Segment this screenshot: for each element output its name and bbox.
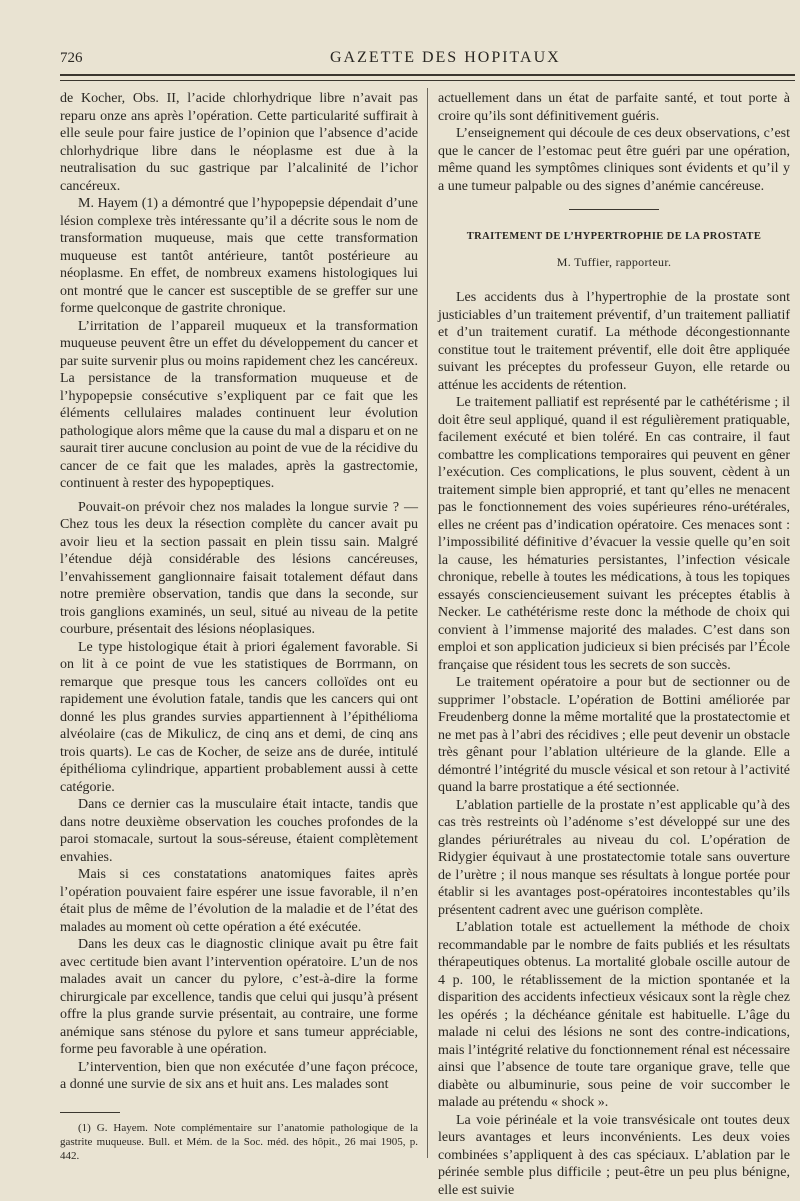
paragraph: L’ablation totale est actuellement la méthode de choix recommandable par le nombre de faits publiés et les résultats thérapeutiques obtenus. La mortalité globale oscille autour de 4 p. 100, le rétablissement de la miction spontanée et la disparition des accidents infectieux vésicaux sont la règle chez les opérés ; la déchéance génitale est habituelle. L’âge du malade ni celui des lésions ne sont des contre-indications, mais l’intégrité relative du fonctionnement rénal est nécessaire ainsi que l’absence de toute tare organique grave, telle que diabète ou albuminurie, sous peine de voir succomber le malade au prétendu « shock ».: [438, 920, 790, 1110]
paragraph: Mais si ces constatations anatomiques faites après l’opération pouvaient faire espérer une issue favorable, il n’en était plus de même de l’évolution de la maladie et de l’état des malades au moment où cette opération a été exécutée.: [60, 867, 418, 935]
paragraph: actuellement dans un état de parfaite santé, et tout porte à croire qu’ils sont définitivement guéris.: [438, 91, 790, 124]
header-rule-thick: [60, 74, 795, 76]
header-rule-thin: [60, 80, 795, 81]
paragraph: M. Hayem (1) a démontré que l’hypopepsie dépendait d’une lésion complexe très intéressante qu’il a décrite sous le nom de transformation muqueuse, mais que cette transformation muqueuse est tantôt antérieure, tantôt postérieure au néoplasme. En effet, de nombreux examens histologiques lui ont montré que le cancer est susceptible de se greffer sur une forme quelconque de gastrite chronique.: [60, 196, 418, 316]
left-column: [60, 90, 418, 1163]
paragraph: L’ablation partielle de la prostate n’est applicable qu’à des cas très restreints où l’adénome s’est développé sur une des glandes périurétrales au niveau du col. L’opération de Ridygier équivaut à une prostatectomie totale sans ouverture de l’urètre ; il nous manque ses résultats à longue portée pour établir si les avantages post-opératoires incontestables qu’ils présentent cadrent avec une guérison complète.: [438, 797, 790, 918]
paragraph: L’irritation de l’appareil muqueux et la transformation muqueuse peuvent être un effet du développement du cancer et par suite survenir plus ou moins rapidement chez les cancéreux. La persistance de la transformation muqueuse et de l’hypopepsie consécutive s’expliquent par ce fait que les éléments cellulaires malades continuent leur évolution pathologique alors même que la cause du mal a disparu et on ne saurait tirer aucune conclusion au point de vue de la récidive du cancer de ce fait que les malades, après la gastrectomie, continuent à rester des hypopeptiques.: [60, 318, 418, 491]
paragraph: de Kocher, Obs. II, l’acide chlorhydrique libre n’avait pas reparu onze ans après l’opération. Cette particularité suffirait à elle seule pour faire justice de l’opinion que l’absence d’acide chlorhydrique libre dans le néoplasme est due à la neutralisation du suc gastrique par l’alcalinité de l’ichor cancéreux.: [60, 91, 418, 194]
paragraph: Le traitement opératoire a pour but de sectionner ou de supprimer l’obstacle. L’opération de Bottini améliorée par Freudenberg donne la même mortalité que la prostatectomie et ne met pas à l’abri des récidives ; elle peut devenir un obstacle très gênant pour l’ablation ultérieure de la glande. Elle a démontré l’intégrité du muscle vésical et son retour à l’activité quand la barre prostatique a été sectionnée.: [438, 675, 790, 795]
paragraph: Pouvait-on prévoir chez nos malades la longue survie ? — Chez tous les deux la résection complète du cancer avait pu avoir lieu et la section passait en plein tissu sain. Malgré l’étendue déjà considérable des lésions cancéreuses, l’envahissement ganglionnaire faisait totalement défaut dans notre première observation, tandis que dans la seconde, sur trois ganglions examinés, un seul, situé au niveau de la petite courbure, présentait des lésions néoplasiques.: [60, 499, 418, 637]
paragraph: L’intervention, bien que non exécutée d’une façon précoce, a donné une survie de six ans et huit ans. Les malades sont: [60, 1059, 418, 1092]
paragraph: L’enseignement qui découle de ces deux observations, c’est que le cancer de l’estomac peut être guéri par une opération, même quand les symptômes cliniques sont évidents et qu’il y a une tumeur palpable ou des signes d’anémie cancéreuse.: [438, 126, 790, 194]
right-column: [438, 90, 790, 1199]
paragraph: Le traitement palliatif est représenté par le cathétérisme ; il doit être seul appliqué, quand il est régulièrement pratiquable, facilement exécuté et bien toléré. En cas contraire, il faut combattre les complications temporaires qui peuvent en gêner l’exécution. Ces complications, le plus souvent, cèdent à un traitement simple bien approprié, et tant qu’elles ne menacent pas le fonctionnement des voies supérieures réno-urétérales, elles ne créent pas d’indication opératoire. Ces menaces sont : l’impossibilité définitive d’évacuer la vessie quelle qu’en soit la cause, les hématuries persistantes, l’infection vésicale chronique, rebelle à toutes les médications, à tous les topiques essayés consciencieusement suivant les préceptes établis à Necker. Le cathétérisme reste donc la méthode de choix qui convient à l’immense majorité des malades. C’est dans son emploi et son application judicieux si bien précisés par l’École française que résident tous les secrets de son succès.: [438, 395, 790, 673]
paragraph: Dans les deux cas le diagnostic clinique avait pu être fait avec certitude bien avant l’intervention opératoire. L’un de nos malades avait un cancer du pylore, c’est-à-dire la forme chirurgicale par excellence, tandis que celui qui jusqu’à présent offre la plus grande survie présentait, au contraire, une forme anémique sans sténose du pylore et sans tumeur appréciable, forme peu favorable à une opération.: [60, 937, 418, 1057]
footnote-rule: [60, 1112, 120, 1113]
paragraph: Dans ce dernier cas la musculaire était intacte, tandis que dans notre deuxième observation les couches profondes de la paroi stomacale, surtout la sous-séreuse, étaient complètement envahies.: [60, 797, 418, 865]
section-title: TRAITEMENT DE L’HYPERTROPHIE DE LA PROSTATE: [466, 231, 762, 242]
footnote: (1) G. Hayem. Note complémentaire sur l’anatomie pathologique de la gastrite muqueuse. Bull. et Mém. de la Soc. méd. des hôpit., 26 mai 1905, p. 442.: [60, 1121, 418, 1162]
section-rule: [569, 209, 659, 210]
page-header: [60, 48, 790, 70]
paragraph: La voie périnéale et la voie transvésicale ont toutes deux leurs avantages et leurs inconvénients. Les deux voies combinées s’appliquent à des cas spéciaux. L’ablation par le périnée semble plus difficile ; peut-être un peu plus bénigne, elle est suivie: [438, 1112, 790, 1198]
journal-title: GAZETTE DES HOPITAUX: [330, 49, 561, 66]
column-separator: [427, 88, 428, 1158]
paragraph: Les accidents dus à l’hypertrophie de la prostate sont justiciables d’un traitement préventif, d’un traitement palliatif et d’un traitement curatif. La méthode décongestionnante constitue tout le traitement préventif, elle doit être appliquée suivant les préceptes du professeur Guyon, elle retarde ou atténue les accidents de rétention.: [438, 290, 790, 393]
paragraph: Le type histologique était à priori également favorable. Si on lit à ce point de vue les statistiques de Borrmann, on remarque que presque tous les cancers colloïdes ont eu rapidement une évolution fatale, tandis que les cancers qui ont donné les plus grandes survies appartiennent à l’épithélioma alvéolaire (cas de Mikulicz, de cinq ans et demi, de cinq ans trois quarts). Le cas de Kocher, de seize ans de durée, intitulé épithélioma cylindrique, appartient probablement aussi à cette catégorie.: [60, 639, 418, 795]
section-author: M. Tuffier, rapporteur.: [556, 254, 672, 269]
page-number: 726: [60, 50, 83, 66]
